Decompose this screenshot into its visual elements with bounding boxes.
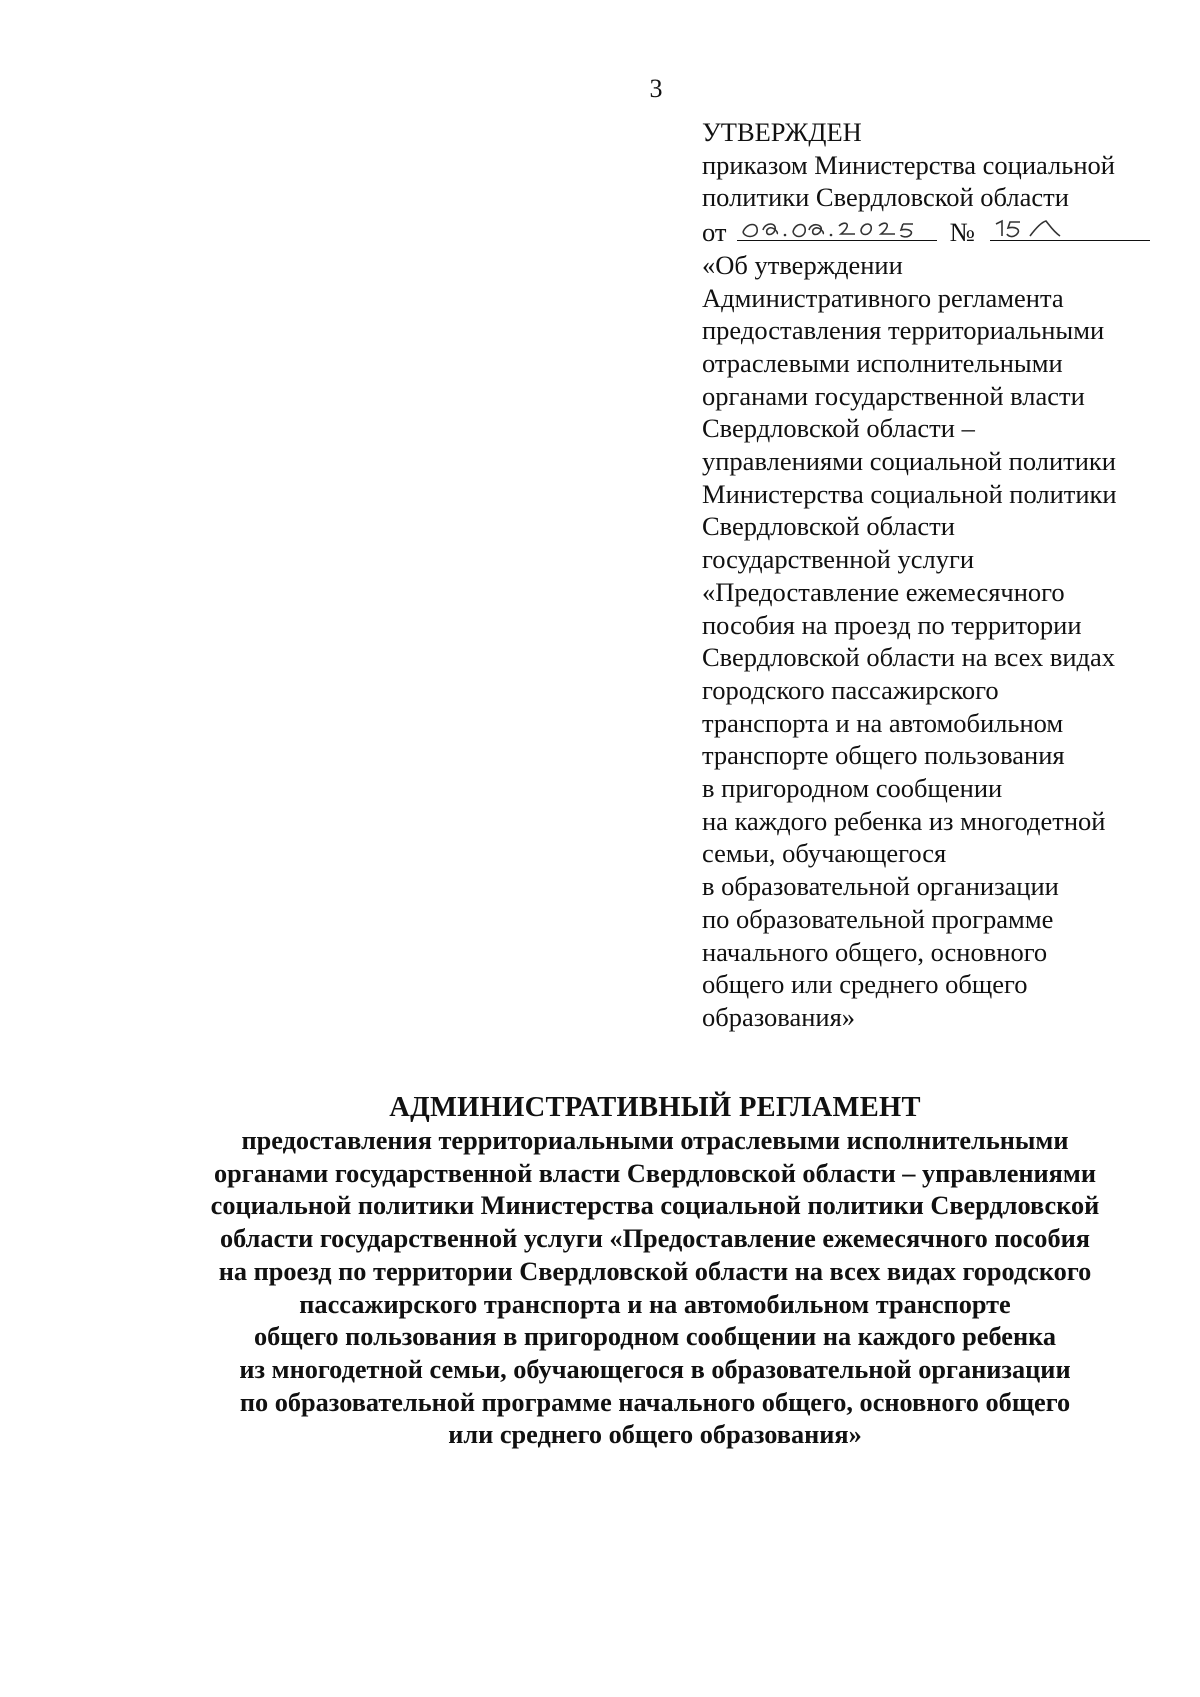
approval-stamp: УТВЕРЖДЕН bbox=[702, 117, 862, 147]
approval-line: образования» bbox=[702, 1001, 856, 1032]
subtitle-line: общего пользования в пригородном сообщении на каждого ребенка bbox=[253, 1322, 1057, 1352]
subtitle-line: области государственной услуги «Предоставление ежемесячного пособия bbox=[220, 1224, 1090, 1254]
approval-line: «Предоставление ежемесячного bbox=[702, 576, 1065, 607]
subtitle-line: пассажирского транспорта и на автомобильном транспорте bbox=[299, 1289, 1011, 1319]
subtitle-line: органами государственной власти Свердловской области – управлениями bbox=[214, 1158, 1096, 1188]
handwritten-date-signature bbox=[737, 218, 927, 240]
subtitle-line: предоставления территориальными отраслевыми исполнительными bbox=[241, 1126, 1069, 1155]
approval-line: управлениями социальной политики bbox=[702, 446, 1116, 477]
approval-line: Свердловской области на всех видах bbox=[702, 642, 1116, 673]
approval-line: политики Свердловской области bbox=[702, 182, 1069, 213]
approval-line: Министерства социальной политики bbox=[702, 478, 1117, 509]
approval-line: Административного регламента bbox=[702, 282, 1064, 313]
approval-line: транспорте общего пользования bbox=[702, 740, 1065, 771]
number-sign: № bbox=[949, 217, 976, 248]
approval-line: в пригородном сообщении bbox=[702, 773, 1003, 804]
approval-line: по образовательной программе bbox=[702, 903, 1054, 934]
approval-line: городского пассажирского bbox=[702, 674, 999, 705]
approval-line: начального общего, основного bbox=[702, 936, 1048, 967]
approval-line: на каждого ребенка из многодетной bbox=[702, 805, 1106, 836]
handwritten-number bbox=[990, 214, 1150, 241]
approval-line: Свердловской области – bbox=[702, 413, 975, 444]
subtitle-line: или среднего общего образования» bbox=[448, 1420, 862, 1450]
handwritten-date bbox=[737, 214, 937, 241]
approval-line: отраслевыми исполнительными bbox=[702, 347, 1063, 378]
date-prefix: от bbox=[702, 217, 727, 248]
approval-line: государственной услуги bbox=[702, 544, 975, 575]
approval-line: общего или среднего общего bbox=[702, 969, 1028, 1000]
approval-line: транспорта и на автомобильном bbox=[702, 707, 1064, 738]
subtitle-line: социальной политики Министерства социальной политики Свердловской bbox=[210, 1191, 1100, 1221]
handwritten-number-signature bbox=[990, 218, 1080, 240]
approval-block bbox=[702, 116, 1172, 1034]
approval-line: семьи, обучающегося bbox=[702, 838, 947, 869]
approval-line: приказом Министерства социальной bbox=[702, 149, 1115, 180]
subtitle-line: на проезд по территории Свердловской области на всех видах городского bbox=[218, 1256, 1092, 1286]
subtitle-line: из многодетной семьи, обучающегося в образовательной организации bbox=[239, 1354, 1071, 1384]
approval-line: пособия на проезд по территории bbox=[702, 609, 1082, 640]
approval-line: в образовательной организации bbox=[702, 871, 1059, 902]
page-number: 3 bbox=[649, 74, 663, 103]
approval-line: «Об утверждении bbox=[702, 249, 903, 280]
subtitle-line: по образовательной программе начального общего, основного общего bbox=[239, 1387, 1071, 1417]
date-number-line bbox=[702, 214, 1172, 249]
approval-line: Свердловской области bbox=[702, 511, 955, 542]
approval-line: предоставления территориальными bbox=[702, 315, 1105, 346]
document-subtitle bbox=[140, 1125, 1170, 1452]
document-title: АДМИНИСТРАТИВНЫЙ РЕГЛАМЕНТ bbox=[389, 1092, 921, 1123]
document-title-block bbox=[140, 1091, 1170, 1452]
approval-line: органами государственной власти bbox=[702, 380, 1085, 411]
